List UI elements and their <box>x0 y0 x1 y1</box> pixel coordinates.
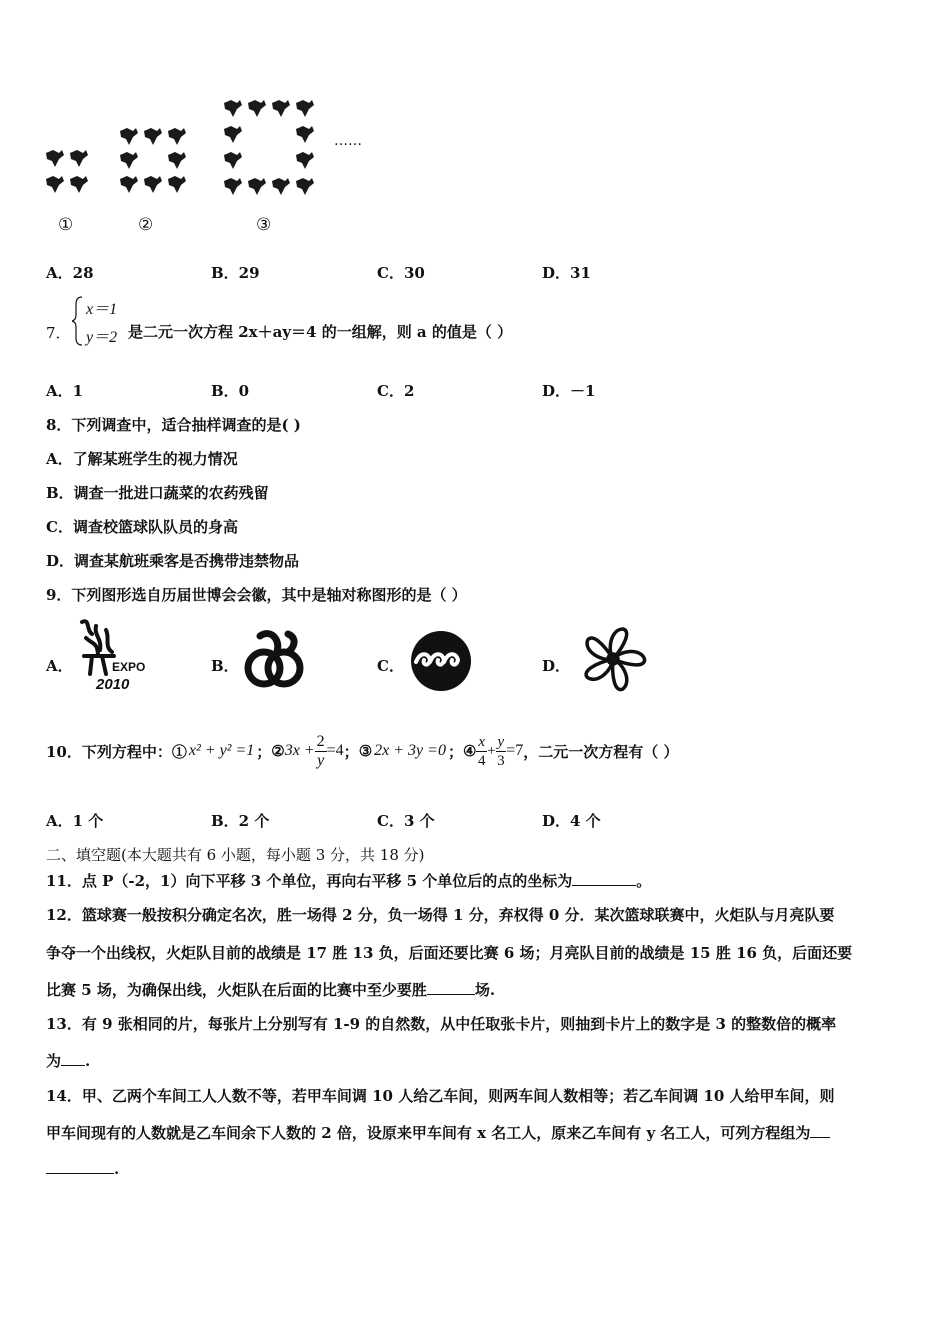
q10-eq2b: =4 <box>326 742 344 759</box>
q10-option-d: D．4 个 <box>542 812 601 830</box>
q7-brace <box>72 296 84 346</box>
q8-stem: 8．下列调查中，适合抽样调查的是( ) <box>46 416 301 434</box>
q10-eq4-y-num: y <box>497 733 505 750</box>
q6-option-a: A．28 <box>46 264 94 282</box>
q8-option-b: B．调查一批进口蔬菜的农药残留 <box>46 484 269 502</box>
q10-option-b: B．2 个 <box>211 812 270 830</box>
q14-answer-blank-2 <box>46 1159 114 1174</box>
q11-answer-blank <box>572 871 636 886</box>
q10-sep3: ； <box>447 742 463 761</box>
expo-text: EXPO <box>112 660 146 674</box>
q8-option-a: A．了解某班学生的视力情况 <box>46 450 238 468</box>
q10-eq2-num: 2 <box>316 732 325 750</box>
knot-logo-icon <box>242 628 308 694</box>
q7-option-c: C．2 <box>377 382 415 400</box>
q11-text: 11．点 P（-2，1）向下平移 3 个单位，再向右平移 5 个单位后的点的坐标为 <box>46 872 573 890</box>
q10-eq4-frac-x <box>476 733 487 770</box>
pattern-label-1: ① <box>58 215 74 235</box>
q13-line-1: 13．有 9 张相同的片，每张片上分别写有 1-9 的自然数，从中任取张卡片，则抽到卡片上的数字是 3 的整数倍的概率 <box>46 1015 837 1033</box>
q14-answer-blank-1 <box>810 1123 830 1138</box>
q14-line-3-end: . <box>114 1160 120 1178</box>
q7-option-d: D．－1 <box>542 382 596 400</box>
q9-option-b: B． <box>211 657 239 675</box>
q12-line-3 <box>46 979 495 1000</box>
q6-option-c: C．30 <box>377 264 425 282</box>
q14-line-2-text: 甲车间现有的人数就是乙车间余下人数的 2 倍，设原来甲车间有 x 名工人，原来乙车间有 y 名工人，可列方程组为 <box>46 1124 811 1142</box>
q10-eq4-frac-y <box>496 733 507 770</box>
q7-text: 是二元一次方程 2x＋ay＝4 的一组解，则 a 的值是（ ） <box>128 323 513 341</box>
q10-option-c: C．3 个 <box>377 812 435 830</box>
q12-line-2: 争夺一个出线权，火炬队目前的战绩是 17 胜 13 负，后面还要比赛 6 场；月亮队目前的战绩是 15 胜 16 负，后面还要 <box>46 944 853 962</box>
q6-figure <box>40 95 400 240</box>
q14-line-1: 14．甲、乙两个车间工人人数不等，若甲车间调 10 人给乙车间，则两车间人数相等；若乙车间调 10 人给甲车间，则 <box>46 1087 835 1105</box>
q13-line-2b: . <box>85 1052 91 1070</box>
q9-option-d: D． <box>542 657 571 675</box>
wave-disc-logo-icon <box>410 630 472 692</box>
q10-option-a: A．1 个 <box>46 812 104 830</box>
q6-option-b: B．29 <box>211 264 260 282</box>
q10-stem <box>46 726 678 776</box>
bird-pattern-figure <box>40 95 400 240</box>
q11 <box>46 870 651 891</box>
q10-eq4-y-den: 3 <box>497 752 505 769</box>
q10-eq4-x-den: 4 <box>477 752 486 769</box>
q7-option-a: A．1 <box>46 382 84 400</box>
expo-2010-logo <box>76 616 156 696</box>
q10-suffix: ，二元一次方程有（ ） <box>523 742 679 761</box>
q12-answer-blank <box>427 980 475 995</box>
q13-line-2a: 为 <box>46 1052 62 1070</box>
q10-eq2a: 3x + <box>284 742 315 759</box>
q10-circle4: ④ <box>462 742 477 760</box>
pattern-label-3: ③ <box>256 215 272 235</box>
section-2-title: 二、填空题(本大题共有 6 小题，每小题 3 分，共 18 分) <box>46 846 425 864</box>
q10-circle2: ② <box>271 742 285 760</box>
q10-eq4-plus: + <box>487 742 496 759</box>
pattern-label-2: ② <box>138 215 154 235</box>
q10-eq3: 2x + 3y =0 <box>374 742 446 759</box>
q9-stem: 9．下列图形选自历届世博会会徽，其中是轴对称图形的是（ ） <box>46 586 467 604</box>
q10-eq2-den: y <box>317 751 325 769</box>
q8-option-d: D．调查某航班乘客是否携带违禁物品 <box>46 552 300 570</box>
q7-number: 7． <box>46 324 71 342</box>
q10-eq2-fraction <box>315 733 327 770</box>
q10-circle3: ③ <box>358 742 373 760</box>
q9-option-c: C． <box>377 657 404 675</box>
q10-eq4c: =7 <box>506 742 524 759</box>
q13-line-2 <box>46 1050 90 1071</box>
pinwheel-flower-logo-icon <box>572 624 654 694</box>
q10-sep2: ； <box>343 742 359 761</box>
expo-year: 2010 <box>96 676 130 693</box>
q10-prefix: 10．下列方程中：① <box>46 742 187 761</box>
q10-eq4-x-num: x <box>478 733 486 750</box>
continuation-dots: …… <box>334 133 362 149</box>
q6-option-d: D．31 <box>542 264 591 282</box>
q14-line-2 <box>46 1122 830 1143</box>
q12-line-3b: 场. <box>474 981 496 999</box>
q12-line-3a: 比赛 5 场，为确保出线，火炬队在后面的比赛中至少要胜 <box>46 981 427 999</box>
q7-eq1: x＝1 <box>86 301 118 318</box>
q10-sep1: ； <box>256 742 272 761</box>
q10-eq1: x² + y² =1 <box>188 742 255 759</box>
q9-option-a: A． <box>46 657 73 675</box>
q7-eq2: y＝2 <box>86 329 118 346</box>
q13-answer-blank <box>61 1051 85 1066</box>
q8-option-c: C．调查校篮球队队员的身高 <box>46 518 238 536</box>
q12-line-1: 12．篮球赛一般按积分确定名次，胜一场得 2 分，负一场得 1 分，弃权得 0 分．某次篮球联赛中，火炬队与月亮队要 <box>46 906 835 924</box>
q14-line-3 <box>46 1159 119 1178</box>
q11-end: 。 <box>636 872 652 890</box>
q7-option-b: B．0 <box>211 382 250 400</box>
